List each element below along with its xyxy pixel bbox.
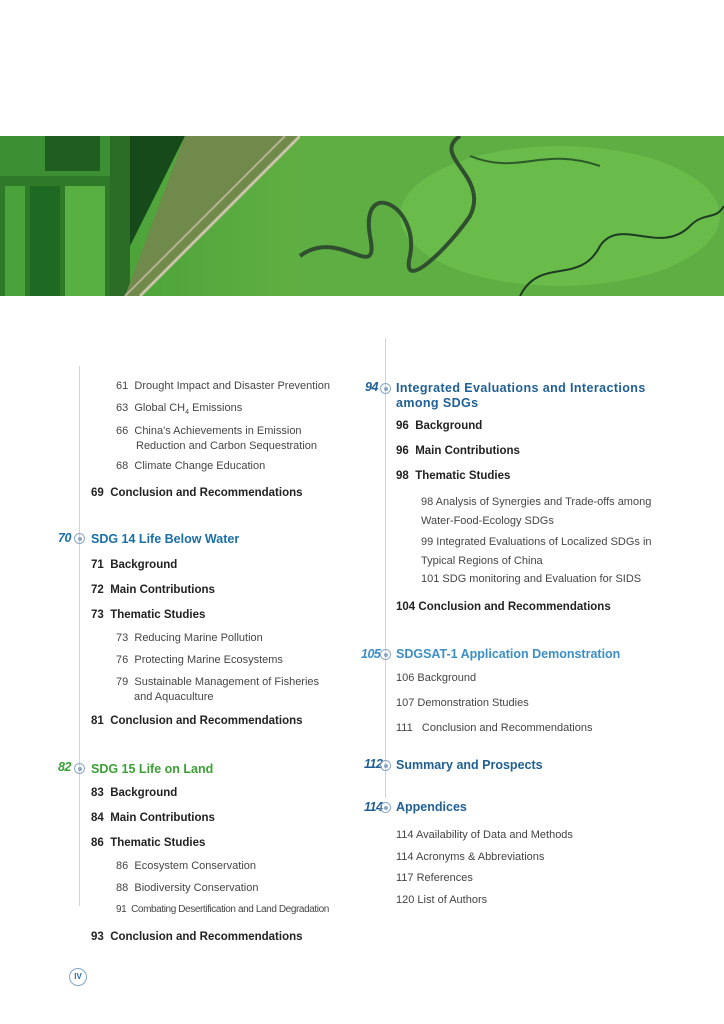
toc-entry[interactable]: 111 Conclusion and Recommendations [396, 722, 593, 734]
section-page-number: 112 [364, 757, 383, 771]
toc-entry[interactable]: 98 Thematic Studies [396, 470, 511, 482]
toc-entry[interactable]: 84 Main Contributions [91, 812, 215, 824]
toc-entry-conclusion[interactable]: 93 Conclusion and Recommendations [91, 931, 303, 943]
toc-subitem[interactable]: 101 SDG monitoring and Evaluation for SIDS [421, 573, 642, 585]
toc-subitem[interactable]: 66 China's Achievements in Emission Reduction and Carbon Sequestration [116, 425, 318, 452]
toc-entry-conclusion[interactable]: 69 Conclusion and Recommendations [91, 487, 303, 499]
timeline-dot-icon [380, 383, 391, 394]
aerial-landscape-illustration [0, 136, 724, 296]
section-page-number: 70 [58, 531, 71, 545]
toc-subitem[interactable]: 98 Analysis of Synergies and Trade-offs among Water-Food-Ecology SDGs [421, 496, 652, 527]
timeline-dot-icon [380, 649, 391, 660]
toc-entry[interactable]: 83 Background [91, 787, 178, 799]
timeline-dot-icon [74, 763, 85, 774]
toc-entry-conclusion[interactable]: 104 Conclusion and Recommendations [396, 601, 611, 613]
toc-subitem[interactable]: 61 Drought Impact and Disaster Prevention [116, 380, 331, 392]
toc-subitem[interactable]: 99 Integrated Evaluations of Localized SDGs in Typical Regions of China [421, 536, 652, 567]
ch4-subscript: 4 [185, 409, 190, 417]
toc-entry-conclusion[interactable]: 81 Conclusion and Recommendations [91, 715, 303, 727]
section-page-number: 82 [58, 760, 71, 774]
toc-entry[interactable]: 114 Availability of Data and Methods [396, 829, 573, 841]
section-title-sdgsat[interactable]: SDGSAT-1 Application Demonstration [396, 647, 621, 661]
toc-entry[interactable]: 120 List of Authors [396, 894, 488, 906]
section-title-summary[interactable]: Summary and Prospects [396, 758, 543, 772]
aerial-landscape-banner [0, 136, 724, 296]
toc-entry[interactable]: 72 Main Contributions [91, 584, 215, 596]
section-title-sdg14[interactable]: SDG 14 Life Below Water [91, 532, 240, 546]
section-title-appendices[interactable]: Appendices [396, 800, 467, 814]
section-page-number: 94 [365, 380, 378, 394]
timeline-dot-icon [74, 533, 85, 544]
section-page-number: 114 [364, 800, 383, 814]
toc-entry[interactable]: 117 References [396, 872, 473, 884]
toc-subitem[interactable]: 68 Climate Change Education [116, 460, 266, 472]
toc-subitem[interactable]: 73 Reducing Marine Pollution [116, 632, 263, 644]
toc-entry[interactable]: 71 Background [91, 559, 178, 571]
toc-entry[interactable]: 107 Demonstration Studies [396, 697, 529, 709]
toc-subitem[interactable]: 76 Protecting Marine Ecosystems [116, 654, 283, 666]
toc-subitem[interactable]: 63 Global $CH_4$ Emissions [116, 402, 243, 417]
toc-entry[interactable]: 106 Background [396, 672, 477, 684]
section-page-number: 105 [361, 647, 381, 661]
right-column-rule [385, 338, 386, 798]
section-title-sdg15[interactable]: SDG 15 Life on Land [91, 762, 214, 776]
toc-entry[interactable]: 96 Main Contributions [396, 445, 520, 457]
toc-entry[interactable]: 96 Background [396, 420, 483, 432]
toc-entry[interactable]: 114 Acronyms & Abbreviations [396, 851, 545, 863]
left-column-rule [79, 366, 80, 906]
toc-subitem[interactable]: 86 Ecosystem Conservation [116, 860, 257, 872]
toc-subitem[interactable]: 91 Combating Desertification and Land Degradation [116, 904, 329, 915]
toc-subitem[interactable]: 88 Biodiversity Conservation [116, 882, 259, 894]
timeline-dot-icon [380, 802, 391, 813]
toc-subitem[interactable]: 79 Sustainable Management of Fisheries and Aquaculture [116, 676, 320, 703]
toc-entry[interactable]: 73 Thematic Studies [91, 609, 206, 621]
toc-entry[interactable]: 86 Thematic Studies [91, 837, 206, 849]
timeline-dot-icon [380, 760, 391, 771]
section-title-integrated[interactable]: Integrated Evaluations and Interactions among SDGs [396, 381, 646, 410]
page-number-badge: IV [69, 968, 87, 986]
